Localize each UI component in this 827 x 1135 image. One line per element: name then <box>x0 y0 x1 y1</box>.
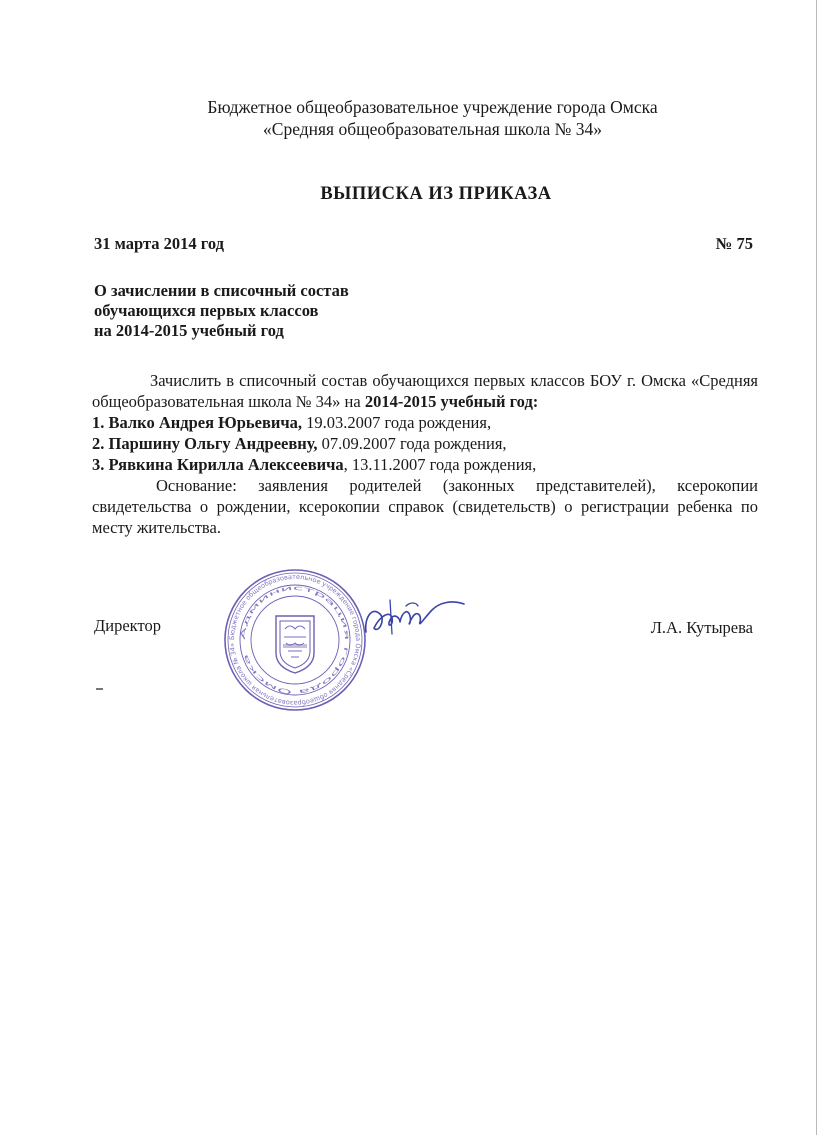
student-list-item <box>92 412 758 433</box>
student-name: 3. Рявкина Кирилла Алексеевича <box>92 455 344 474</box>
order-number: № 75 <box>715 234 753 253</box>
director-signature <box>360 588 470 648</box>
student-birth: 19.03.2007 года рождения, <box>302 413 492 432</box>
order-date: 31 марта 2014 год <box>94 234 224 253</box>
student-list-item <box>92 454 758 475</box>
student-list-item <box>92 433 758 454</box>
order-academic-year: 2014-2015 учебный год: <box>364 392 539 411</box>
order-basis-paragraph: Основание: заявления родителей (законных представителей), ксерокопии свидетельства о рождении, ксерокопии справок (свидетельств) о регистрации ребенка по месту жительства. <box>92 476 758 537</box>
margin-mark <box>96 688 103 690</box>
organization-name-line1: Бюджетное общеобразовательное учреждение города Омска <box>207 97 658 117</box>
student-name: 2. Паршину Ольгу Андреевну, <box>92 434 318 453</box>
subject-line1: О зачислении в списочный состав <box>94 281 349 300</box>
order-intro-paragraph <box>92 370 758 412</box>
subject-line2: обучающихся первых классов <box>94 301 319 320</box>
page-edge <box>816 0 817 1135</box>
order-subject <box>94 281 349 341</box>
signatory-name: Л.А. Кутырева <box>650 618 753 637</box>
stamp-inner-text: Администрация города Омска <box>239 584 351 696</box>
student-name: 1. Валко Андрея Юрьевича, <box>92 413 303 432</box>
signatory-position: Директор <box>94 616 161 635</box>
stamp-outer-text: Бюджетное общеобразовательное учреждение города Омска «Средняя общеобразовательная школа № 34» <box>227 572 363 708</box>
organization-name <box>0 96 827 140</box>
order-intro-text: Зачислить в списочный состав обучающихся первых классов БОУ г. Омска «Средняя общеобразовательная школа № 34» на <box>92 371 758 411</box>
student-birth: 07.09.2007 года рождения, <box>317 434 507 453</box>
student-birth: , 13.11.2007 года рождения, <box>343 455 537 474</box>
document-title: ВЫПИСКА ИЗ ПРИКАЗА <box>320 184 552 204</box>
official-stamp <box>222 567 368 713</box>
coat-of-arms-icon <box>276 616 314 673</box>
organization-name-line2: «Средняя общеобразовательная школа № 34» <box>263 119 602 139</box>
order-body <box>92 370 758 538</box>
subject-line3: на 2014-2015 учебный год <box>94 321 284 340</box>
